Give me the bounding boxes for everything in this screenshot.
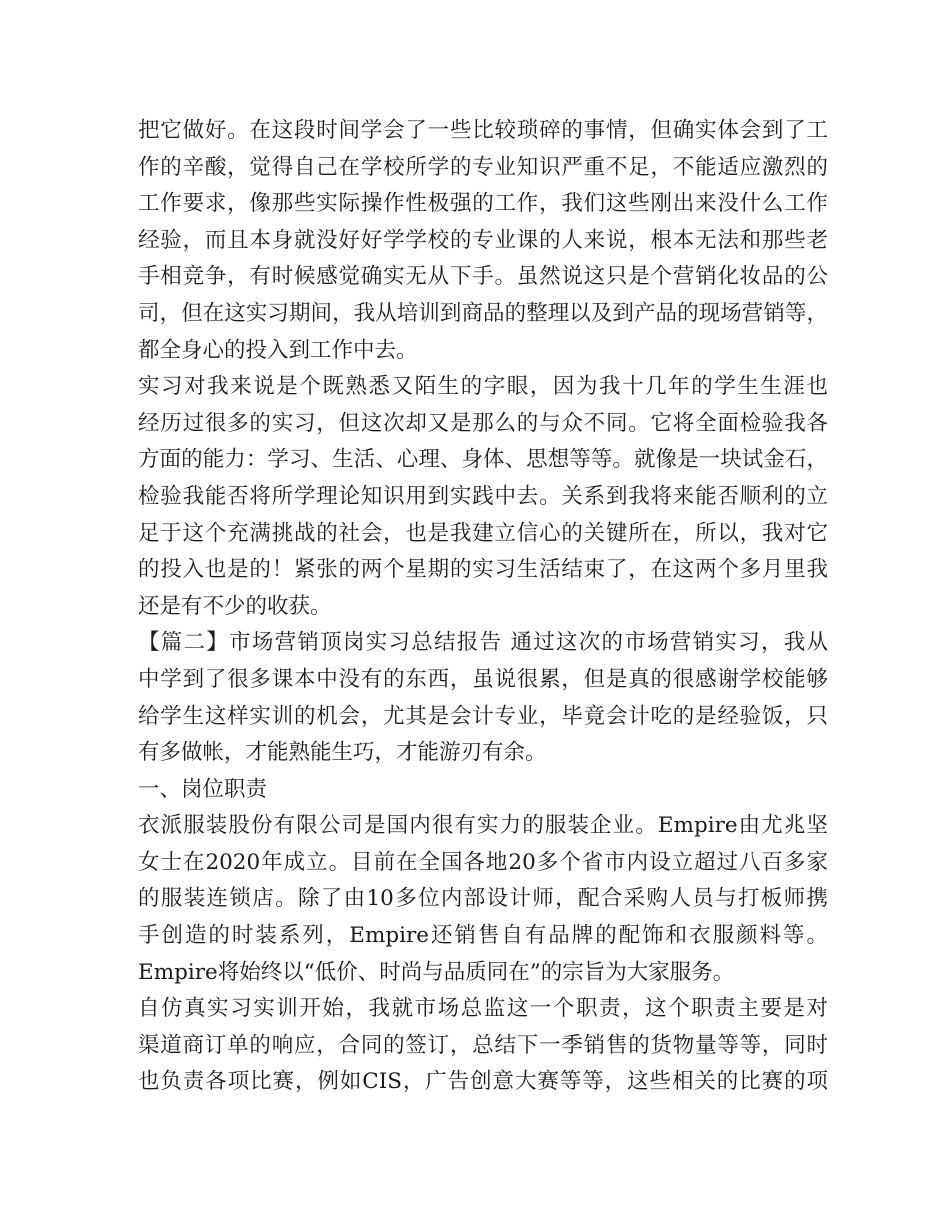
text-line: 还是有不少的收获。	[138, 593, 332, 619]
text-line: 渠道商订单的响应，合同的签订，总结下一季销售的货物量等等，同时	[138, 1032, 828, 1058]
text-line: 女士在2020年成立。目前在全国各地20多个省市内设立超过八百多家	[138, 849, 828, 875]
text-line: 给学生这样实训的机会，尤其是会计专业，毕竟会计吃的是经验饭，只	[138, 703, 828, 729]
text-line: 把它做好。在这段时间学会了一些比较琐碎的事情，但确实体会到了工	[138, 118, 828, 143]
body-text	[138, 113, 828, 1101]
text-line: 的投入也是的！紧张的两个星期的实习生活结束了，在这两个多月里我	[138, 557, 828, 583]
text-line: Empire将始终以“低价、时尚与品质同在”的宗旨为大家服务。	[138, 959, 735, 985]
text-line: 作的辛酸，觉得自己在学校所学的专业知识严重不足，不能适应激烈的	[138, 154, 828, 180]
text-line: 一、岗位职责	[138, 776, 268, 802]
text-line: 的服装连锁店。除了由10多位内部设计师，配合采购人员与打板师携	[138, 886, 828, 912]
text-line: 实习对我来说是个既熟悉又陌生的字眼，因为我十几年的学生生涯也	[138, 374, 828, 400]
text-line: 有多做帐，才能熟能生巧，才能游刃有余。	[138, 740, 547, 766]
text-line: 工作要求，像那些实际操作性极强的工作，我们这些刚出来没什么工作	[138, 191, 828, 217]
text-line: 手创造的时装系列，Empire还销售自有品牌的配饰和衣服颜料等。	[138, 923, 828, 949]
text-line: 检验我能否将所学理论知识用到实践中去。关系到我将来能否顺利的立	[138, 483, 828, 509]
text-line: 足于这个充满挑战的社会，也是我建立信心的关键所在，所以，我对它	[138, 520, 828, 546]
text-line: 【篇二】市场营销顶岗实习总结报告 通过这次的市场营销实习，我从	[138, 630, 828, 656]
text-line: 也负责各项比赛，例如CIS，广告创意大赛等等，这些相关的比赛的项	[138, 1069, 828, 1095]
text-line: 方面的能力：学习、生活、心理、身体、思想等等。就像是一块试金石，	[138, 447, 828, 473]
text-line: 自仿真实习实训开始，我就市场总监这一个职责，这个职责主要是对	[138, 996, 828, 1022]
text-line: 经历过很多的实习，但这次却又是那么的与众不同。它将全面检验我各	[138, 410, 828, 436]
text-line: 手相竞争，有时候感觉确实无从下手。虽然说这只是个营销化妆品的公	[138, 264, 828, 290]
text-line: 司，但在这实习期间，我从培训到商品的整理以及到产品的现场营销等，	[138, 300, 828, 326]
text-line: 经验，而且本身就没好好学学校的专业课的人来说，根本无法和那些老	[138, 227, 828, 253]
text-line: 都全身心的投入到工作中去。	[138, 337, 418, 363]
text-line: 中学到了很多课本中没有的东西，虽说很累，但是真的很感谢学校能够	[138, 666, 828, 692]
text-line: 衣派服装股份有限公司是国内很有实力的服装企业。Empire由尤兆坚	[138, 813, 828, 839]
